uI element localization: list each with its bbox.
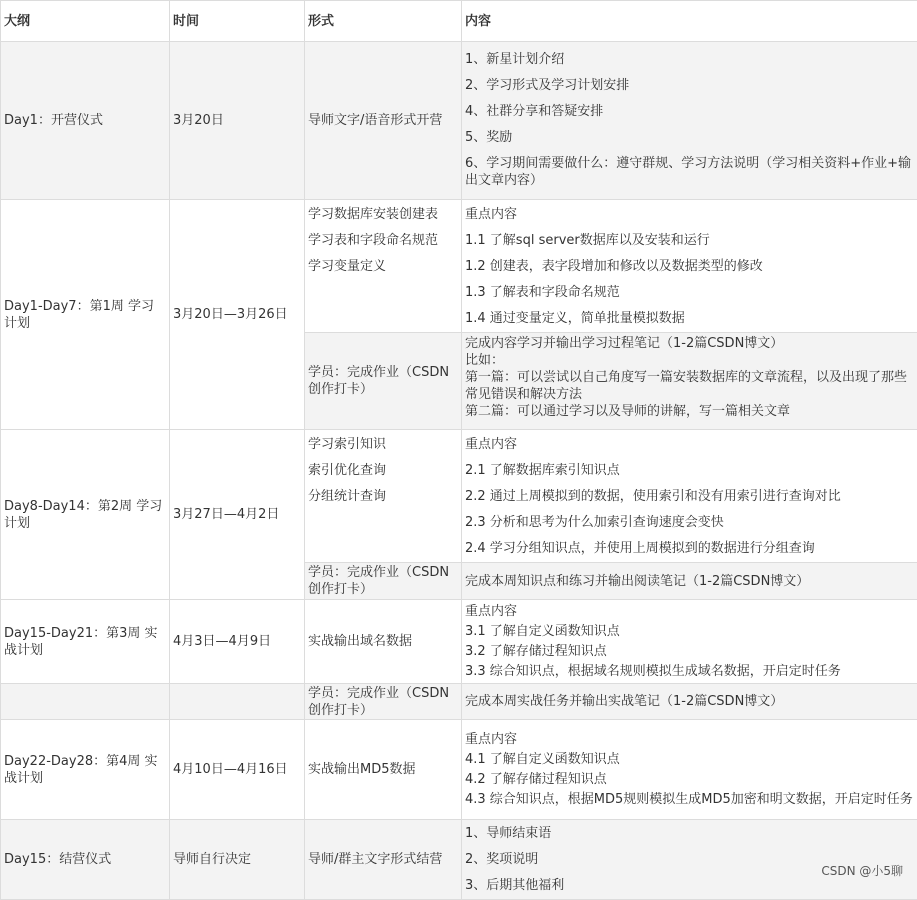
- outline-cell: Day22-Day28：第4周 实战计划: [1, 720, 170, 820]
- time-cell: 3月20日: [170, 42, 305, 200]
- content-cell: [462, 720, 917, 820]
- time-cell: 4月3日—4月9日: [170, 600, 305, 684]
- form-cell: [305, 430, 462, 563]
- form-cell: 实战输出域名数据: [305, 600, 462, 684]
- form-line: 学习数据库安装创建表: [308, 202, 458, 228]
- form-line: 学习表和字段命名规范: [308, 228, 458, 254]
- outline-cell: Day1：开营仪式: [1, 42, 170, 200]
- content-line: 3、后期其他福利: [465, 873, 914, 899]
- content-line: 重点内容: [465, 202, 914, 228]
- content-line: 1.3 了解表和字段命名规范: [465, 280, 914, 306]
- content-line: 3.1 了解自定义函数知识点: [465, 622, 914, 642]
- content-line: 3.3 综合知识点，根据域名规则模拟生成域名数据，开启定时任务: [465, 662, 914, 682]
- content-line: 1、新星计划介绍: [465, 47, 914, 73]
- time-cell: 4月10日—4月16日: [170, 720, 305, 820]
- content-line: 重点内容: [465, 432, 914, 458]
- header-form: 形式: [305, 1, 462, 42]
- table-row: [1, 42, 917, 200]
- content-cell: 完成本周知识点和练习并输出阅读笔记（1-2篇CSDN博文）: [462, 563, 917, 600]
- content-cell: [462, 600, 917, 684]
- content-line: 6、学习期间需要做什么：遵守群规、学习方法说明（学习相关资料+作业+输出文章内容）: [465, 151, 914, 194]
- content-line: 4.2 了解存储过程知识点: [465, 770, 914, 790]
- form-cell: 实战输出MD5数据: [305, 720, 462, 820]
- content-line: 比如：: [465, 352, 914, 369]
- table-header-row: [1, 1, 917, 42]
- header-time: 时间: [170, 1, 305, 42]
- time-cell: 3月27日—4月2日: [170, 430, 305, 600]
- form-line: 分组统计查询: [308, 484, 458, 510]
- table-row: [1, 720, 917, 820]
- content-line: 1、导师结束语: [465, 821, 914, 847]
- content-line: 4.3 综合知识点，根据MD5规则模拟生成MD5加密和明文数据，开启定时任务: [465, 790, 914, 810]
- header-content: 内容: [462, 1, 917, 42]
- watermark: CSDN @小5聊: [821, 862, 903, 879]
- content-line: 1.2 创建表，表字段增加和修改以及数据类型的修改: [465, 254, 914, 280]
- outline-cell: Day15：结营仪式: [1, 820, 170, 900]
- form-line: 学习索引知识: [308, 432, 458, 458]
- content-line: 重点内容: [465, 602, 914, 622]
- header-outline: 大纲: [1, 1, 170, 42]
- content-line: 1.4 通过变量定义，简单批量模拟数据: [465, 306, 914, 332]
- content-line: 2.3 分析和思考为什么加索引查询速度会变快: [465, 510, 914, 536]
- table-row: [1, 600, 917, 684]
- form-cell: [305, 200, 462, 333]
- content-line: 4.1 了解自定义函数知识点: [465, 750, 914, 770]
- table-row: [1, 430, 917, 563]
- time-cell-empty: [170, 684, 305, 720]
- form-cell: 学员：完成作业（CSDN创作打卡）: [305, 333, 462, 430]
- content-line: 第二篇：可以通过学习以及导师的讲解，写一篇相关文章: [465, 403, 914, 420]
- content-cell: [462, 430, 917, 563]
- form-line: 学习变量定义: [308, 254, 458, 280]
- content-cell: [462, 200, 917, 333]
- content-line: 4、社群分享和答疑安排: [465, 99, 914, 125]
- content-line: 完成内容学习并输出学习过程笔记（1-2篇CSDN博文）: [465, 335, 914, 352]
- content-line: 2.1 了解数据库索引知识点: [465, 458, 914, 484]
- form-line: 索引优化查询: [308, 458, 458, 484]
- outline-cell: Day8-Day14：第2周 学习计划: [1, 430, 170, 600]
- content-line: 2、奖项说明: [465, 847, 914, 873]
- outline-cell: Day1-Day7：第1周 学习计划: [1, 200, 170, 430]
- content-line: 1.1 了解sql server数据库以及安装和运行: [465, 228, 914, 254]
- content-line: 重点内容: [465, 730, 914, 750]
- content-cell: [462, 42, 917, 200]
- outline-cell: Day15-Day21：第3周 实战计划: [1, 600, 170, 684]
- content-line: 5、奖励: [465, 125, 914, 151]
- form-cell: 学员：完成作业（CSDN创作打卡）: [305, 684, 462, 720]
- content-line: 3.2 了解存储过程知识点: [465, 642, 914, 662]
- table-row: [1, 200, 917, 333]
- time-cell: 导师自行决定: [170, 820, 305, 900]
- content-line: 2、学习形式及学习计划安排: [465, 73, 914, 99]
- time-cell: 3月20日—3月26日: [170, 200, 305, 430]
- outline-cell-empty: [1, 684, 170, 720]
- content-cell: [462, 333, 917, 430]
- form-cell: 学员：完成作业（CSDN创作打卡）: [305, 563, 462, 600]
- form-cell: 导师/群主文字形式结营: [305, 820, 462, 900]
- content-cell: 完成本周实战任务并输出实战笔记（1-2篇CSDN博文）: [462, 684, 917, 720]
- table-row: [1, 684, 917, 720]
- content-line: 2.2 通过上周模拟到的数据，使用索引和没有用索引进行查询对比: [465, 484, 914, 510]
- content-line: 2.4 学习分组知识点，并使用上周模拟到的数据进行分组查询: [465, 536, 914, 562]
- form-cell: 导师文字/语音形式开营: [305, 42, 462, 200]
- content-line: 第一篇：可以尝试以自己角度写一篇安装数据库的文章流程，以及出现了那些常见错误和解决方法: [465, 369, 914, 403]
